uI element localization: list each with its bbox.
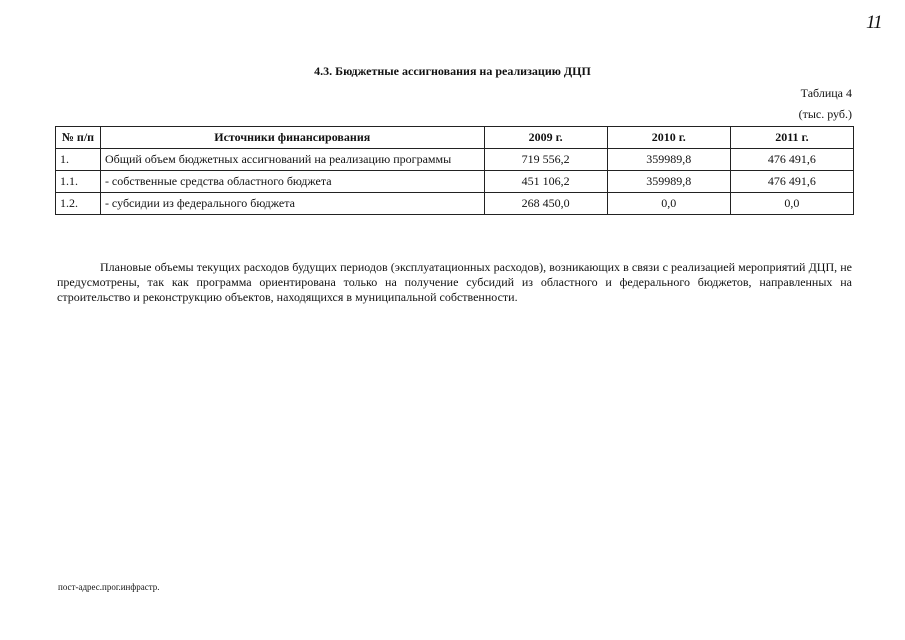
row-value-2010: 0,0: [607, 193, 730, 215]
row-value-2011: 0,0: [730, 193, 853, 215]
header-2010: 2010 г.: [607, 127, 730, 149]
table-row: [56, 171, 854, 193]
section-title: 4.3. Бюджетные ассигнования на реализацию ДЦП: [314, 64, 591, 78]
page-number: 11: [866, 12, 882, 33]
header-sources: Источники финансирования: [100, 127, 484, 149]
row-value-2010: 359989,8: [607, 149, 730, 171]
row-source: Общий объем бюджетных ассигнований на реализацию программы: [100, 149, 484, 171]
table-row: [56, 149, 854, 171]
row-number: 1.: [56, 149, 101, 171]
table-row: [56, 193, 854, 215]
header-number: № п/п: [56, 127, 101, 149]
row-value-2009: 451 106,2: [484, 171, 607, 193]
body-paragraph: Плановые объемы текущих расходов будущих периодов (эксплуатационных расходов), возникающих в связи с реализацией мероприятий ДЦП, не предусмотрены, так как программа ориентирована только на получение субсидий из областного и федерального бюджетов, направленных на строительство и реконструкцию объектов, находящихся в муниципальной собственности.: [57, 260, 852, 304]
header-2009: 2009 г.: [484, 127, 607, 149]
row-value-2009: 268 450,0: [484, 193, 607, 215]
table-header-row: [56, 127, 854, 149]
units-label: (тыс. руб.): [798, 107, 852, 121]
row-value-2009: 719 556,2: [484, 149, 607, 171]
table-label: Таблица 4: [800, 86, 852, 100]
footer-filename: пост-адрес.прог.инфрастр.: [58, 582, 160, 592]
row-value-2011: 476 491,6: [730, 171, 853, 193]
row-source: - субсидии из федерального бюджета: [100, 193, 484, 215]
header-2011: 2011 г.: [730, 127, 853, 149]
row-number: 1.2.: [56, 193, 101, 215]
row-value-2011: 476 491,6: [730, 149, 853, 171]
row-number: 1.1.: [56, 171, 101, 193]
budget-table: [55, 126, 854, 215]
row-value-2010: 359989,8: [607, 171, 730, 193]
row-source: - собственные средства областного бюджета: [100, 171, 484, 193]
